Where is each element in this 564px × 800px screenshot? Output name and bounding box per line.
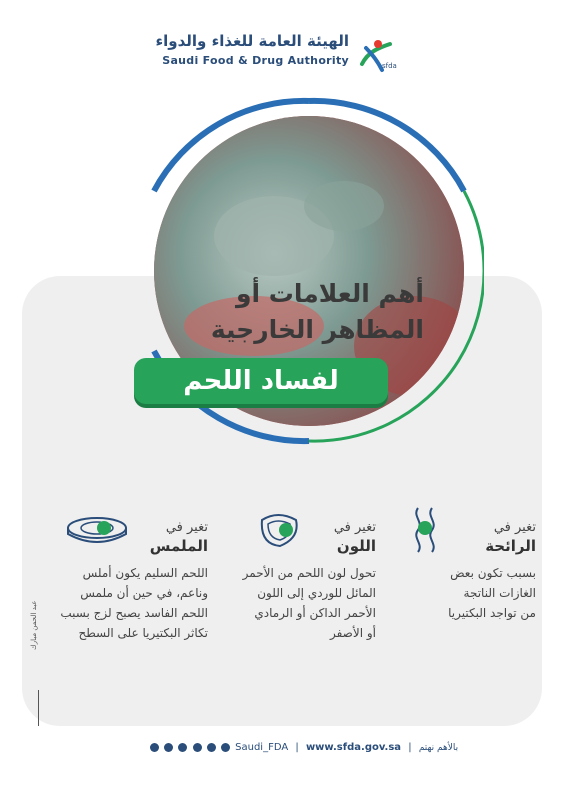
headline-line-1: أهم العلامات أو	[235, 279, 424, 308]
column-texture	[28, 520, 208, 643]
header	[0, 28, 564, 78]
column-smell-title2: الرائحة	[485, 537, 536, 555]
headline	[211, 276, 424, 348]
column-color-title2: اللون	[336, 537, 376, 555]
headline-pill-text: لفساد اللحم	[183, 366, 339, 396]
logo-text: sfda	[382, 62, 397, 70]
footer-separator: |	[295, 742, 299, 753]
column-smell-title1: تغير في	[493, 520, 536, 535]
headline-pill	[134, 358, 388, 404]
column-color-line-3: الأحمر الداكن أو الرمادي	[254, 606, 376, 620]
footer-separator-2: |	[408, 742, 412, 753]
column-texture-body	[28, 563, 208, 643]
column-texture-line-4: تكاثر البكتيريا على السطح	[78, 626, 208, 640]
social-handle[interactable]: Saudi_FDA	[235, 742, 289, 753]
org-name-english: Saudi Food & Drug Authority	[162, 54, 349, 67]
linkedin-icon[interactable]	[207, 743, 216, 752]
column-smell	[376, 520, 536, 623]
column-texture-title2: الملمس	[149, 537, 208, 555]
column-color-line-4: أو الأصفر	[329, 626, 376, 640]
side-note-line	[38, 690, 39, 726]
column-texture-title1: تغير في	[165, 520, 208, 535]
snapchat-icon[interactable]	[193, 743, 202, 752]
column-texture-line-2: وناعم، في حين أن ملمس	[80, 586, 208, 600]
website-link[interactable]: www.sfda.gov.sa	[305, 742, 402, 753]
column-color-title1: تغير في	[333, 520, 376, 535]
column-color-line-1: تحول لون اللحم من الأحمر	[242, 566, 376, 580]
footer-row	[150, 742, 458, 754]
sfda-logo-icon	[356, 34, 398, 74]
column-color	[216, 520, 376, 643]
column-smell-line-3: من تواجد البكتيريا	[448, 606, 536, 620]
twitter-icon[interactable]	[150, 743, 159, 752]
column-color-body	[216, 563, 376, 643]
headline-line-2: المظاهر الخارجية	[210, 315, 424, 344]
column-smell-line-2: الغازات الناتجة	[463, 586, 536, 600]
column-smell-body	[376, 563, 536, 623]
column-texture-line-3: اللحم الفاسد يصبح لزج بسبب	[60, 606, 208, 620]
footer	[0, 742, 564, 762]
side-note: عبد الحمن مبارك	[30, 600, 38, 650]
youtube-icon[interactable]	[164, 743, 173, 752]
slogan: بالأهم نهتم	[418, 742, 459, 753]
instagram-icon[interactable]	[178, 743, 187, 752]
org-name-arabic: الهيئة العامة للغذاء والدواء	[155, 32, 349, 50]
column-texture-line-1: اللحم السليم يكون أملس	[82, 566, 208, 580]
column-smell-line-1: بسبب تكون بعض	[450, 566, 536, 580]
facebook-icon[interactable]	[221, 743, 230, 752]
column-color-line-2: المائل للوردي إلى اللون	[257, 586, 376, 600]
